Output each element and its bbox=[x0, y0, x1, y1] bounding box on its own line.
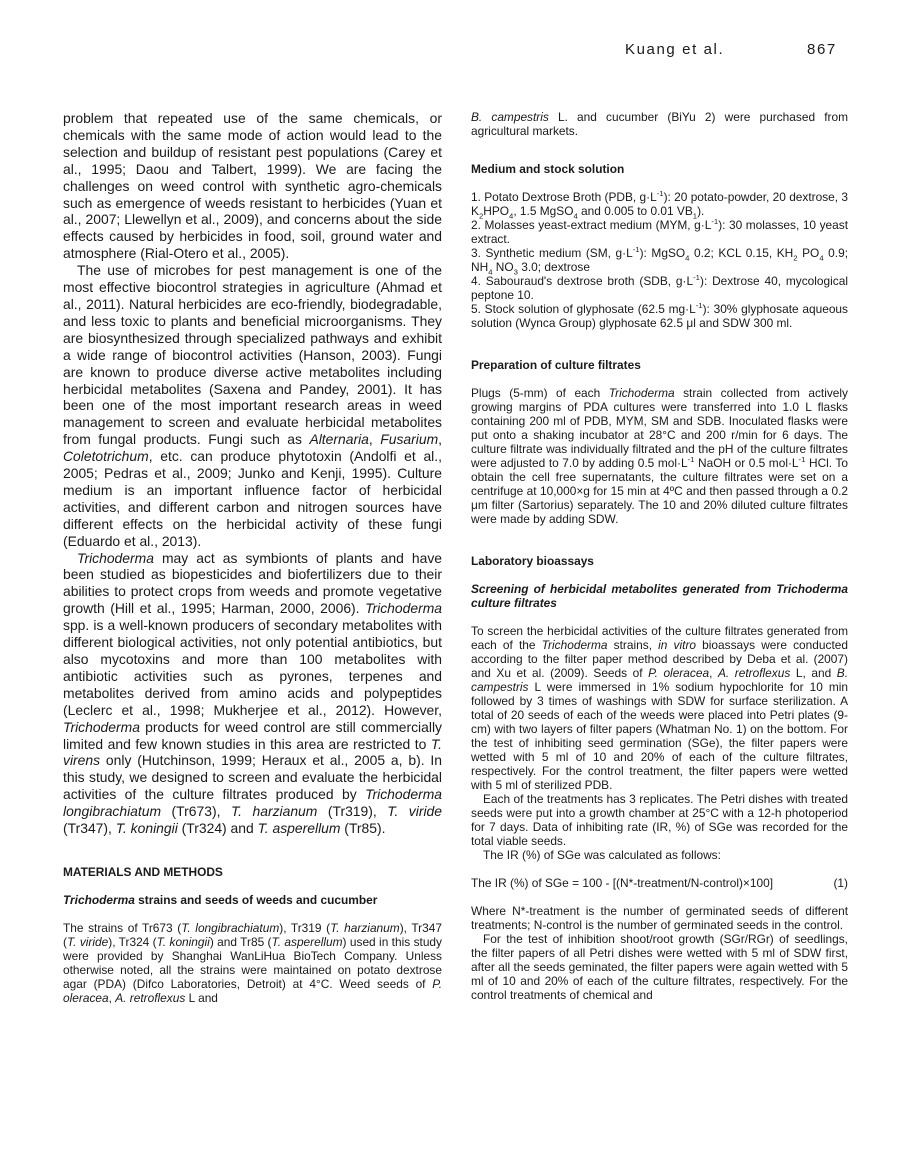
paragraph-where: Where N*-treatment is the number of germinated seeds of different treatments; N-control is the number of germinated seeds in the control. bbox=[471, 904, 848, 932]
running-head-authors: Kuang et al. bbox=[625, 41, 725, 58]
equation-number: (1) bbox=[833, 876, 848, 890]
equation-body: The IR (%) of SGe = 100 - [(N*-treatment/N-control)×100] bbox=[471, 876, 774, 890]
paragraph-herbicide-resistance: problem that repeated use of the same chemicals, or chemicals with the same mode of action would lead to the selection and buildup of resistant pest populations (Carey et al., 1995; Daou and Talbert, 1999). We are facing the challenges on weed control with synthetic agro-chemicals such as emergence of weeds resistant to herbicides (Yuan et al., 2007; Llewellyn et al., 2009), and concerns about the side effects caused by herbicides in food, soil, ground water and atmosphere (Rial-Otero et al., 2005). bbox=[63, 110, 442, 262]
medium-item-glyphosate: 5. Stock solution of glyphosate (62.5 $mg\cdot L^{-1}$): 30% glyphosate aqueous solution (Wynca Group) glyphosate 62.5 μl and SDW 300 ml. bbox=[471, 301, 848, 330]
paragraph-strains: The strains of Tr673 (T. longibrachiatum), Tr319 (T. harzianum), Tr347 (T. viride), Tr324 (T. koningii) and Tr85 (T. asperellum) used in this study were provided by Shanghai WanLiHua BioTech Company. Unless otherwise noted, all the strains were maintained on potato dextrose agar (PDA) (Difco Laboratories, Detroit) at 4°C. Weed seeds of P. oleracea, A. retroflexus L and bbox=[63, 920, 442, 1005]
medium-item-mym: 2. Molasses yeast-extract medium (MYM, $g\cdot L^{-1}$): 30 molasses, 10 yeast extract. bbox=[471, 217, 848, 246]
paragraph-preparation: Plugs (5-mm) of each Trichoderma strain collected from actively growing margins of PDA cultures were transferred into 1.0 L flasks containing 200 ml of PDB, MYM, SM and SDB. Inoculated flasks were put onto a shaking incubator at 28°C and 200 r/min for 6 days. The culture filtrate was individually filtrated and the pH of the culture filtrates were adjusted to 7.0 by adding 0.5 $mol\cdot L^{-1}$ NaOH or 0.5 $mol\cdot L^{-1}$ HCl. To obtain the cell free supernatants, the culture filtrates were set on a centrifuge at 10,000×g for 15 min at 4ºC and then passed through a 0.2 μm filter (Sartorius) separately. The 10 and 20% diluted culture filtrates were made by adding SDW. bbox=[471, 386, 849, 526]
page-header bbox=[0, 41, 900, 61]
section-heading-medium: Medium and stock solution bbox=[471, 162, 625, 176]
paragraph-trichoderma-intro: Trichoderma may act as symbionts of plants and have been studied as biopesticides and biofertilizers due to their abilities to protect crops from weeds and promote vegetative growth (Hill et al., 1995; Harman, 2000, 2006). Trichoderma spp. is a well-known producers of secondary metabolites with different biological activities, not only potential antibiotics, but also mycotoxins and more than 100 metabolites with antibiotic activities such as pyrones, terpenes and metabolites derived from amino acids and polypeptides (Leclerc et al., 1998; Mukherjee et al., 2012). However, Trichoderma products for weed control are still commercially limited and few known studies in this area are restricted to T. virens only (Hutchinson, 1999; Heraux et al., 2005 a, b). In this study, we designed to screen and evaluate the herbicidal activities of the culture filtrates produced by Trichoderma longibrachiatum (Tr673), T. harzianum (Tr319), T. viride (Tr347), T. koningii (Tr324) and T. asperellum (Tr85). bbox=[63, 549, 442, 837]
subsection-heading-screening: Screening of herbicidal metabolites generated from Trichoderma culture filtrates bbox=[471, 582, 848, 610]
paragraph-shoot-root-test: For the test of inhibition shoot/root growth (SGr/RGr) of seedlings, the filter papers of all Petri dishes were wetted with 5 ml of SDW first, after all the seeds geminated, the filter papers were again wetted with 5 ml of 10 and 20% of each of the culture filtrates, respectively. For the control treatments of chemical and bbox=[471, 932, 848, 1002]
paragraph-seed-source: B. campestris L. and cucumber (BiYu 2) were purchased from agricultural markets. bbox=[471, 110, 848, 138]
section-heading-preparation: Preparation of culture filtrates bbox=[471, 358, 641, 372]
medium-item-sm: 3. Synthetic medium (SM, $g\cdot L^{-1}$): MgSO$_4$ 0.2; KCL 0.15, $KH_2$ $PO_4$ 0.9; $NH_4$ $NO_3$ 3.0; dextrose bbox=[471, 245, 849, 277]
section-heading-bioassays: Laboratory bioassays bbox=[471, 554, 594, 568]
subsection-heading-strains: Trichoderma strains and seeds of weeds and cucumber bbox=[63, 892, 378, 907]
medium-item-sdb: 4. Sabouraud's dextrose broth (SDB, $g\cdot L^{-1}$): Dextrose 40, mycological peptone 10. bbox=[471, 273, 848, 302]
equation-ir bbox=[471, 876, 848, 890]
paragraph-microbes-biocontrol: The use of microbes for pest management is one of the most effective biocontrol strategies in agriculture (Ahmad et al., 2011). Natural herbicides are eco-friendly, biodegradable, and less toxic to plants and beneficial microorganisms. They are biosynthesized through specialized pathways and exhibit a wide range of biocontrol activities (Hanson, 2003). Fungi are known to produce diverse active metabolites including herbicidal metabolites (Saxena and Pandey, 2001). It has been one of the most important research areas in weed management to screen and evaluate herbicidal metabolites from fungal products. Fungi such as Alternaria, Fusarium, Coletotrichum, etc. can produce phytotoxin (Andolfi et al., 2005; Pedras et al., 2009; Junko and Kenji, 1995). Culture medium is an important influence factor of herbicidal activities, and different carbon and nitrogen sources have different effects on the herbicidal activity of these fungi (Eduardo et al., 2013). bbox=[63, 262, 443, 549]
medium-item-pdb: 1. Potato Dextrose Broth (PDB, $g\cdot L^{-1}$): 20 potato-powder, 20 dextrose, 3 $K_2HPO_4$, 1.5 MgSO$_4$ and 0.005 to 0.01 $VB_1$). bbox=[471, 189, 849, 221]
paragraph-screening: To screen the herbicidal activities of the culture filtrates generated from each of the Trichoderma strains, in vitro bioassays were conducted according to the filter paper method described by Deba et al. (2007) and Xu et al. (2009). Seeds of P. oleracea, A. retroflexus L, and B. campestris L were immersed in 1% sodium hypochlorite for 10 min followed by 3 times of washings with SDW for surface sterilization. A total of 20 seeds of each of the weeds were placed into Petri plates (9-cm) with two layers of filter papers (Whatman No. 1) on the bottom. For the test of inhibiting seed germination (SGe), the filter papers were wetted with 5 ml of 10 and 20% of each of the culture filtrates, respectively. For the control treatment, the filter papers were wetted with 5 ml of sterilized PDB. bbox=[471, 624, 849, 792]
left-column bbox=[63, 110, 442, 1005]
paragraph-replicates: Each of the treatments has 3 replicates. The Petri dishes with treated seeds were put into a growth chamber at 25°C with a 12-h photoperiod for 7 days. Data of inhibiting rate (IR, %) of SGe was recorded for the total viable seeds. bbox=[471, 792, 848, 848]
paragraph-ir-calculation: The IR (%) of SGe was calculated as follows: bbox=[483, 848, 721, 862]
page-number: 867 bbox=[807, 41, 837, 58]
section-heading-methods: MATERIALS AND METHODS bbox=[63, 864, 223, 879]
right-column bbox=[471, 110, 848, 1002]
